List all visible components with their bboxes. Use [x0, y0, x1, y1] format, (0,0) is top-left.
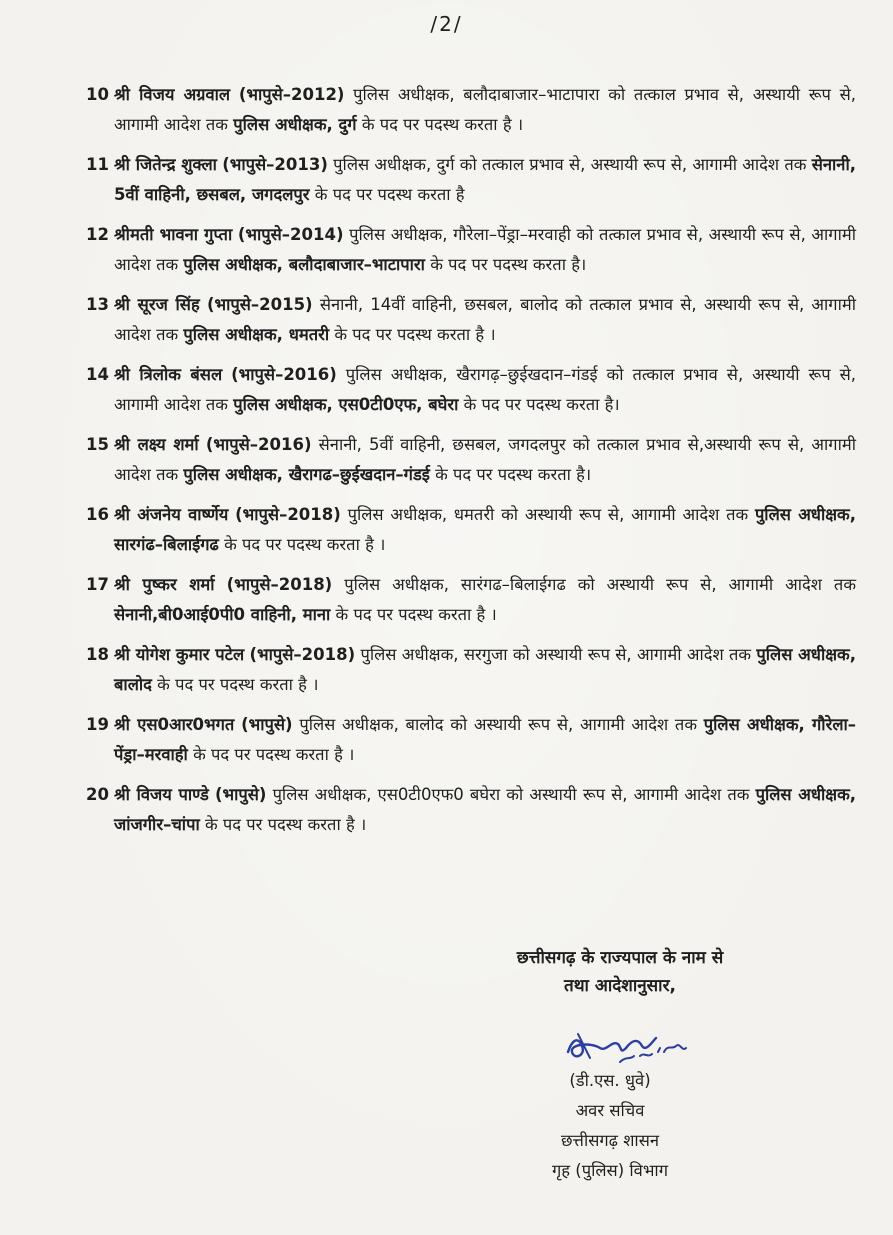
signature-image: [560, 1022, 700, 1072]
order-number: 15: [86, 435, 109, 454]
officer-batch: (भापुसे–2018): [249, 645, 356, 664]
signatory-designation: अवर सचिव: [575, 1101, 645, 1120]
order-details: पुलिस अधीक्षक, सारंगढ–बिलाईगढ को अस्थायी रूप से, आगामी आदेश तक: [344, 575, 857, 594]
new-posting: पुलिस अधीक्षक, जांजगीर–चांपा: [114, 785, 857, 834]
order-number: 12: [86, 225, 109, 244]
order-number: 14: [86, 365, 109, 384]
order-item: [86, 290, 856, 350]
order-text: [114, 430, 856, 490]
officer-batch: (भापुसे–2016): [205, 435, 312, 454]
officer-name: श्री पुष्कर शर्मा: [114, 575, 215, 594]
order-item: [86, 80, 856, 140]
signatory-department: गृह (पुलिस) विभाग: [551, 1161, 668, 1180]
order-text: [114, 710, 856, 770]
officer-name: श्री लक्ष्य शर्मा: [114, 435, 199, 454]
order-details: पुलिस अधीक्षक, बलौदाबाजार–भाटापारा को तत्काल प्रभाव से, अस्थायी रूप से, आगामी आदेश तक: [114, 85, 856, 134]
order-closing-text: के पद पर पदस्थ करता है ।: [204, 815, 367, 834]
officer-name: श्री त्रिलोक बंसल: [114, 365, 223, 384]
officer-batch: (भापुसे–2012): [238, 85, 345, 104]
order-item: [86, 780, 856, 840]
order-number: 13: [86, 295, 109, 314]
officer-name: श्री एस0आर0भगत: [114, 715, 235, 734]
order-details: पुलिस अधीक्षक, एस0टी0एफ0 बघेरा को अस्थायी रूप से, आगामी आदेश तक: [272, 785, 750, 804]
order-closing-text: के पद पर पदस्थ करता है ।: [157, 675, 319, 694]
order-closing-text: के पद पर पदस्थ करता है ।: [334, 325, 496, 344]
order-details: सेनानी, 5वीं वाहिनी, छसबल, जगदलपुर को तत्काल प्रभाव से,अस्थायी रूप से, आगामी आदेश तक: [114, 435, 856, 484]
order-details: पुलिस अधीक्षक, गौरेला–पेंड्रा–मरवाही को तत्काल प्रभाव से, अस्थायी रूप से, आगामी आदेश तक: [114, 225, 856, 274]
order-text: [114, 570, 856, 630]
order-text: [114, 80, 856, 140]
officer-batch: (भापुसे–2014): [237, 225, 344, 244]
officer-name: श्रीमती भावना गुप्ता: [114, 225, 233, 244]
new-posting: सेनानी, 5वीं वाहिनी, छसबल, जगदलपुर: [114, 155, 857, 204]
order-number: 11: [86, 155, 109, 174]
signatory-office: छत्तीसगढ़ शासन: [560, 1131, 660, 1150]
order-number: 18: [86, 645, 109, 664]
officer-name: श्री सूरज सिंह: [114, 295, 200, 314]
order-closing-text: के पद पर पदस्थ करता है ।: [361, 115, 524, 134]
officer-batch: (भापुसे–2013): [222, 155, 328, 174]
order-details: पुलिस अधीक्षक, खैरागढ़–छुईखदान–गंडई को तत्काल प्रभाव से, अस्थायी रूप से, आगामी आदेश तक: [114, 365, 857, 414]
new-posting: पुलिस अधीक्षक, खैरागढ–छुईखदान–गंडई: [183, 465, 430, 484]
order-item: [86, 360, 856, 420]
order-item: [86, 640, 856, 700]
new-posting: सेनानी,बी0आई0पी0 वाहिनी, माना: [114, 605, 331, 624]
officer-batch: (भापुसे–2018): [226, 575, 333, 594]
new-posting: पुलिस अधीक्षक, सारगंढ–बिलाईगढ: [114, 505, 856, 554]
order-details: पुलिस अधीक्षक, धमतरी को अस्थायी रूप से, आगामी आदेश तक: [347, 505, 749, 524]
officer-batch: (भापुसे–2016): [231, 365, 337, 384]
new-posting: पुलिस अधीक्षक, बालोद: [114, 645, 856, 694]
closing-line-1: छत्तीसगढ़ के राज्यपाल के नाम से: [516, 948, 724, 968]
order-closing-text: के पद पर पदस्थ करता है।: [435, 465, 592, 484]
posting-orders-list: [86, 80, 856, 850]
order-details: पुलिस अधीक्षक, बालोद को अस्थायी रूप से, आगामी आदेश तक: [299, 715, 697, 734]
order-text: [114, 500, 856, 560]
order-text: [114, 290, 856, 350]
officer-batch: (भापुसे): [241, 715, 293, 734]
order-text: [114, 220, 856, 280]
officer-name: श्री विजय अग्रवाल: [114, 85, 231, 104]
order-text: [114, 780, 856, 840]
officer-batch: (भापुसे): [214, 785, 267, 804]
order-closing-text: के पद पर पदस्थ करता है: [314, 185, 465, 204]
signatory-name: (डी.एस. धुवे): [569, 1071, 651, 1090]
order-closing-text: के पद पर पदस्थ करता है ।: [193, 745, 355, 764]
order-number: 19: [86, 715, 109, 734]
officer-name: श्री अंजनेय वार्ष्णेय: [114, 505, 229, 524]
order-number: 16: [86, 505, 109, 524]
officer-name: श्री योगेश कुमार पटेल: [114, 645, 245, 664]
order-text: [114, 150, 856, 210]
new-posting: पुलिस अधीक्षक, दुर्ग: [233, 115, 357, 134]
order-item: [86, 430, 856, 490]
order-item: [86, 150, 856, 210]
order-item: [86, 220, 856, 280]
signatory-block: [515, 1066, 705, 1186]
order-closing-text: के पद पर पदस्थ करता है।: [430, 255, 587, 274]
order-item: [86, 710, 856, 770]
order-number: 17: [86, 575, 109, 594]
new-posting: पुलिस अधीक्षक, धमतरी: [183, 325, 330, 344]
new-posting: पुलिस अधीक्षक, एस0टी0एफ, बघेरा: [233, 395, 459, 414]
new-posting: पुलिस अधीक्षक, बलौदाबाजार–भाटापारा: [183, 255, 425, 274]
order-number: 20: [86, 785, 109, 804]
officer-batch: (भापुसे–2018): [235, 505, 341, 524]
closing-block: [470, 944, 770, 1000]
officer-name: श्री जितेन्द्र शुक्ला: [114, 155, 217, 174]
order-text: [114, 640, 856, 700]
order-number: 10: [86, 85, 109, 104]
order-closing-text: के पद पर पदस्थ करता है।: [463, 395, 620, 414]
order-text: [114, 360, 856, 420]
order-details: पुलिस अधीक्षक, दुर्ग को तत्काल प्रभाव से, अस्थायी रूप से, आगामी आदेश तक: [333, 155, 807, 174]
order-closing-text: के पद पर पदस्थ करता है ।: [224, 535, 386, 554]
officer-batch: (भापुसे–2015): [206, 295, 313, 314]
order-item: [86, 500, 856, 560]
officer-name: श्री विजय पाण्डे: [114, 785, 209, 804]
page-number: /2/: [430, 12, 463, 36]
order-item: [86, 570, 856, 630]
order-details: पुलिस अधीक्षक, सरगुजा को अस्थायी रूप से, आगामी आदेश तक: [360, 645, 752, 664]
closing-line-2: तथा आदेशानुसार,: [564, 976, 676, 996]
new-posting: पुलिस अधीक्षक, गौरेला–पेंड्रा–मरवाही: [114, 715, 857, 764]
order-closing-text: के पद पर पदस्थ करता है ।: [335, 605, 497, 624]
order-details: सेनानी, 14वीं वाहिनी, छसबल, बालोद को तत्काल प्रभाव से, अस्थायी रूप से, आगामी आदेश तक: [114, 295, 857, 344]
